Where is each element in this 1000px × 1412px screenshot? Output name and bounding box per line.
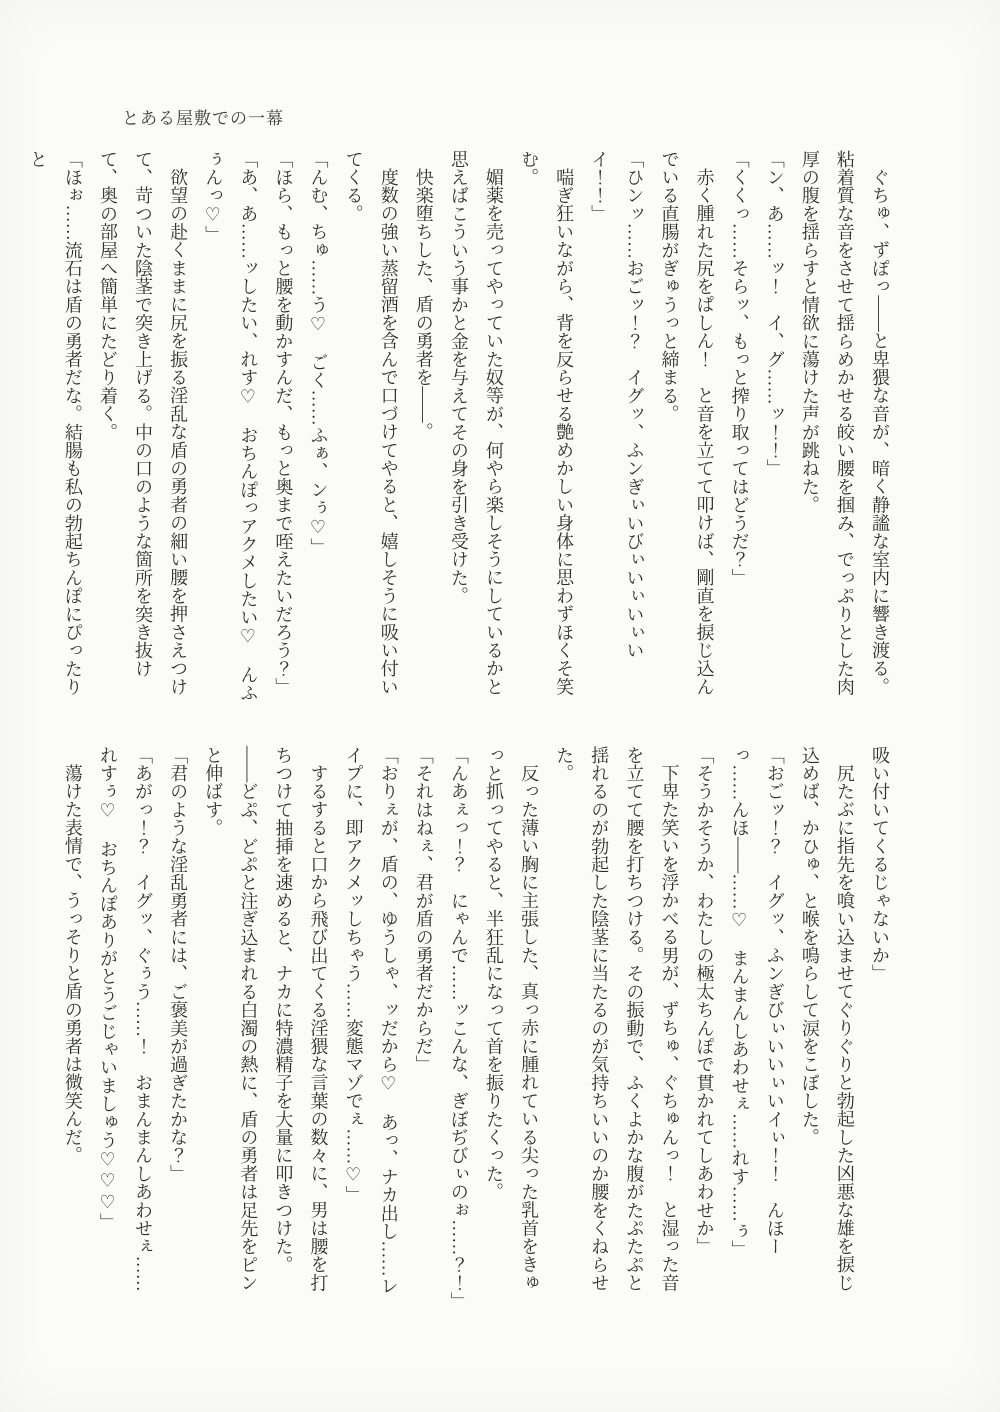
paragraph: 下卑た笑いを浮かべる男が、ずちゅ、ぐちゅんっ！ と湿った音を立てて腰を打ちつける。その振動で、ふくよかな腹がたぷたぷと揺れるのが勃起した陰茎に当たるのが気持ちいいのか腰をくねらせた。 [554,746,680,1292]
paragraph: 「ほら、もっと腰を動かすんだ、もっと奥まで咥えたいだろう？」 [273,150,294,696]
paragraph: 媚薬を売ってやっていた奴等が、何やら楽しそうにしているかと思えばこういう事かと金を与えてその身を引き受けた。 [448,150,504,696]
paragraph: 「おごッ！？ イグッ、ふンぎびぃいいぃいイぃ！！ んほーっ……んほ――……♡ まんまんしあわせぇ……れす……ぅ」 [729,746,785,1259]
bottom-text-block [55,746,897,1311]
top-text-block [20,150,897,712]
paragraph: 「おりぇが、盾の、ゆうしゃ、ッだから♡ あっ、ナカ出し……レイプに、即アクメッしちゃう……変態マゾでぇ……♡」 [343,746,399,1295]
paragraph: 「んむ、ちゅ……う♡ ごく……ふぁ、ンぅ♡」 [308,150,329,557]
paragraph: 快楽堕ちした、盾の勇者を――。 [413,168,434,441]
paragraph: 尻たぶに指先を喰い込ませてぐりぐりと勃起した凶悪な雄を捩じ込めば、かひゅ、と喉を鳴らして涙をこぼした。 [799,746,855,1292]
paragraph: 蕩けた表情で、うっそりと盾の勇者は微笑んだ。 [62,764,83,1165]
paragraph: 「君のような淫乱勇者には、ご褒美が過ぎたかな？」 [168,746,189,1183]
paragraph: 「それはねぇ、君が盾の勇者だからだ」 [413,746,434,1074]
paragraph: 「ほぉ……流石は盾の勇者だな。結腸も私の勃起ちんぽにぴったりと [27,150,83,696]
paragraph: ぐちゅ、ずぽっ――と卑猥な音が、暗く静謐な室内に響き渡る。粘着質な音をさせて揺らめかせる皎い腰を掴み、でっぷりとした肉厚の腹を揺らすと情欲に蕩けた声が跳ねた。 [799,150,890,696]
paragraph: 吸い付いてくるじゃないか」 [870,746,890,983]
paragraph: 「あ、あ……ッしたい、れす♡ おちんぽっアクメしたい♡ んふぅんっ♡」 [203,150,259,702]
paragraph: 「くくっ……そらッ、もっと搾り取ってはどうだ？」 [729,150,750,587]
paragraph: 「ひンッ……おごッ！？ イグッ、ふンぎぃいびぃいぃいぃいイ！！」 [589,150,645,660]
paragraph: 「そうかそうか、わたしの極太ちんぽで貫かれてしあわせか」 [694,746,715,1256]
paragraph: 喘ぎ狂いながら、背を反らせる艶めかしい身体に思わずほくそ笑む。 [519,150,575,696]
paragraph: 度数の強い蒸留酒を含んで口づけてやると、嬉しそうに吸い付いてくる。 [343,150,399,696]
paragraph: 「あがっ！？ イグッ、ぐぅう……！ おまんまんしあわせぇ……れすぅ♡ おちんぽありがとうごじゃいましゅう♡♡♡」 [97,746,154,1292]
paragraph: 反った薄い胸に主張した、真っ赤に腫れている尖った乳首をきゅっと抓ってやると、半狂乱になって首を振りたくった。 [483,746,540,1292]
page-title: とある屋敷での一幕 [122,109,284,128]
paragraph: 赤く腫れた尻をぱしん！ と音を立てて叩けば、剛直を捩じ込んでいる直腸がぎゅうっと締まる。 [659,150,715,696]
paragraph: するすると口から飛び出てくる淫猥な言葉の数々に、男は腰を打ちつけて抽挿を速めると、ナカに特濃精子を大量に叩きつけた。――どぷ、どぷと注ぎ込まれる白濁の熱に、盾の勇者は足先をピンと伸ばす。 [203,746,329,1292]
paragraph: 「ン、あ……ッ！ イ、グ……ッ！！」 [764,150,785,478]
paragraph: 欲望の赴くままに尻を振る淫乱な盾の勇者の細い腰を押さえつけて、苛ついた陰茎で突き上げる。中の口のような箇所を突き抜けて、奥の部屋へ簡単にたどり着く。 [97,150,189,696]
paragraph: 「んあぇっ！？ にゃんで……ッこんな、ぎぼぢびぃのぉ……？！」 [448,746,469,1311]
